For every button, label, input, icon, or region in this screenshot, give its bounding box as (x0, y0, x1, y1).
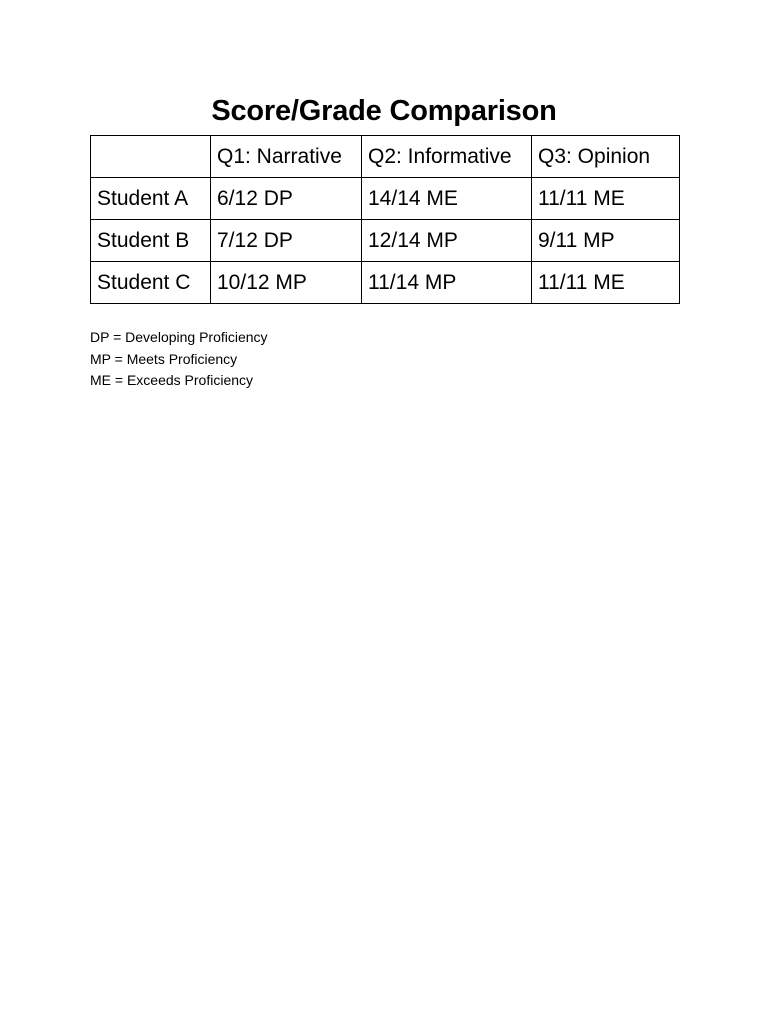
header-cell-q2: Q2: Informative (362, 136, 532, 178)
page-title: Score/Grade Comparison (211, 95, 557, 127)
table-header-row (91, 136, 680, 178)
score-table (90, 135, 680, 304)
table-cell: 11/14 MP (362, 262, 532, 304)
table-cell: 9/11 MP (532, 220, 680, 262)
header-cell-empty (91, 136, 211, 178)
table-row (91, 220, 680, 262)
legend-item-mp: MP = Meets Proficiency (90, 350, 238, 367)
header-cell-q3: Q3: Opinion (532, 136, 680, 178)
row-label-cell: Student B (91, 220, 211, 262)
legend-item-dp: DP = Developing Proficiency (90, 329, 268, 345)
table-cell: 6/12 DP (211, 178, 362, 220)
row-label-cell: Student C (91, 262, 211, 304)
row-label-cell: Student A (91, 178, 211, 220)
header-cell-q1: Q1: Narrative (211, 136, 362, 178)
table-cell: 10/12 MP (211, 262, 362, 304)
legend-item-me: ME = Exceeds Proficiency (90, 372, 254, 388)
table-cell: 11/11 ME (532, 178, 680, 220)
table-row (91, 262, 680, 304)
table-row (91, 178, 680, 220)
table-cell: 14/14 ME (362, 178, 532, 220)
table-cell: 7/12 DP (211, 220, 362, 262)
table-cell: 11/11 ME (532, 262, 680, 304)
table-cell: 12/14 MP (362, 220, 532, 262)
legend (90, 327, 268, 392)
